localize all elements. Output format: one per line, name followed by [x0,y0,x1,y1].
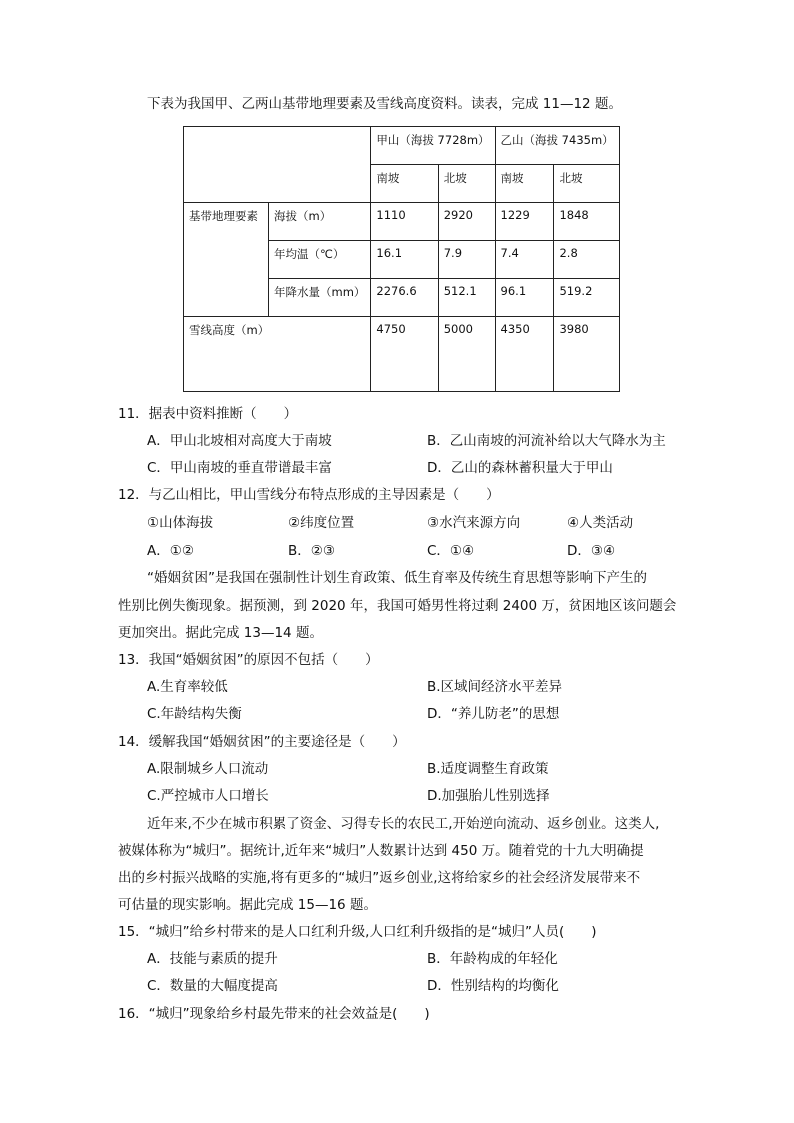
a-south-header: 南坡 [371,165,438,203]
table-cell: 519.2 [554,279,619,317]
table-cell: 2276.6 [371,279,438,317]
row-label-temperature: 年均温（℃） [269,241,371,279]
q13-option-c[interactable]: C.年龄结构失衡 [147,706,242,722]
q12-item-1: ①山体海拔 [147,515,214,531]
geography-table [183,126,620,392]
table-cell: 1110 [371,203,438,241]
q12-item-2: ②纬度位置 [288,515,355,531]
table-cell: 7.4 [495,241,554,279]
q12-item-3: ③水汽来源方向 [427,515,521,531]
q13-option-b[interactable]: B.区域间经济水平差异 [427,679,563,695]
q15-option-c[interactable]: C．数量的大幅度提高 [147,978,278,994]
q15-stem: 15．“城归”给乡村带来的是人口红利升级,人口红利升级指的是“城归”人员( ) [118,924,597,940]
passage3-line-1: 近年来,不少在城市积累了资金、习得专长的农民工,开始逆向流动、返乡创业。这类人, [147,816,660,832]
q12-option-c[interactable]: C．①④ [427,543,475,559]
table-cell: 4750 [371,317,438,392]
table-intro: 下表为我国甲、乙两山基带地理要素及雪线高度资料。读表，完成 11—12 题。 [147,96,622,112]
q14-option-a[interactable]: A.限制城乡人口流动 [147,761,269,777]
b-north-header: 北坡 [554,165,619,203]
q12-stem: 12．与乙山相比，甲山雪线分布特点形成的主导因素是（ ） [118,487,500,503]
q13-option-a[interactable]: A.生育率较低 [147,679,228,695]
q12-option-a[interactable]: A．①② [147,543,194,559]
table-cell: 7.9 [438,241,495,279]
table-cell: 5000 [438,317,495,392]
q12-item-4: ④人类活动 [567,515,634,531]
q11-option-a[interactable]: A．甲山北坡相对高度大于南坡 [147,433,332,449]
passage2-line-3: 更加突出。据此完成 13—14 题。 [118,625,323,641]
q12-option-b[interactable]: B．②③ [288,543,335,559]
passage2-line-2: 性别比例失衡现象。据预测，到 2020 年，我国可婚男性将过剩 2400 万，贫困地区该问题会 [118,598,677,614]
table-cell: 4350 [495,317,554,392]
passage3-line-3: 出的乡村振兴战略的实施,将有更多的“城归”返乡创业,这将给家乡的社会经济发展带来不 [118,870,641,886]
group-label: 基带地理要素 [184,203,269,317]
q15-option-a[interactable]: A．技能与素质的提升 [147,951,278,967]
a-north-header: 北坡 [438,165,495,203]
q13-option-d[interactable]: D．“养儿防老”的思想 [427,706,560,722]
passage2-line-1: “婚姻贫困”是我国在强制性计划生育政策、低生育率及传统生育思想等影响下产生的 [147,570,647,586]
table-cell: 1229 [495,203,554,241]
table-cell: 2.8 [554,241,619,279]
table-cell: 16.1 [371,241,438,279]
q11-stem: 11．据表中资料推断（ ） [118,406,298,422]
row-label-precipitation: 年降水量（mm） [269,279,371,317]
row-label-altitude: 海拔（m） [269,203,371,241]
b-south-header: 南坡 [495,165,554,203]
table-cell: 1848 [554,203,619,241]
header-empty-cell [184,127,371,203]
row-label-snowline: 雪线高度（m） [184,317,371,392]
table-cell: 2920 [438,203,495,241]
table-cell: 96.1 [495,279,554,317]
q13-stem: 13．我国“婚姻贫困”的原因不包括（ ） [118,652,379,668]
q14-option-d[interactable]: D.加强胎儿性别选择 [427,788,550,804]
table-cell: 512.1 [438,279,495,317]
mountain-a-header: 甲山（海拔 7728m） [371,127,495,165]
q14-option-c[interactable]: C.严控城市人口增长 [147,788,269,804]
mountain-b-header: 乙山（海拔 7435m） [495,127,619,165]
q11-option-c[interactable]: C．甲山南坡的垂直带谱最丰富 [147,460,332,476]
q11-option-b[interactable]: B．乙山南坡的河流补给以大气降水为主 [427,433,666,449]
q14-option-b[interactable]: B.适度调整生育政策 [427,761,549,777]
q15-option-d[interactable]: D．性别结构的均衡化 [427,978,559,994]
passage3-line-4: 可估量的现实影响。据此完成 15—16 题。 [118,897,377,913]
passage3-line-2: 被媒体称为“城归”。据统计,近年来“城归”人数累计达到 450 万。随着党的十九大明确提 [118,843,644,859]
table-cell: 3980 [554,317,619,392]
q16-stem: 16．“城归”现象给乡村最先带来的社会效益是( ) [118,1006,430,1022]
q11-option-d[interactable]: D．乙山的森林蓄积量大于甲山 [427,460,613,476]
q12-option-d[interactable]: D．③④ [567,543,616,559]
q14-stem: 14．缓解我国“婚姻贫困”的主要途径是（ ） [118,734,406,750]
q15-option-b[interactable]: B．年龄构成的年轻化 [427,951,558,967]
